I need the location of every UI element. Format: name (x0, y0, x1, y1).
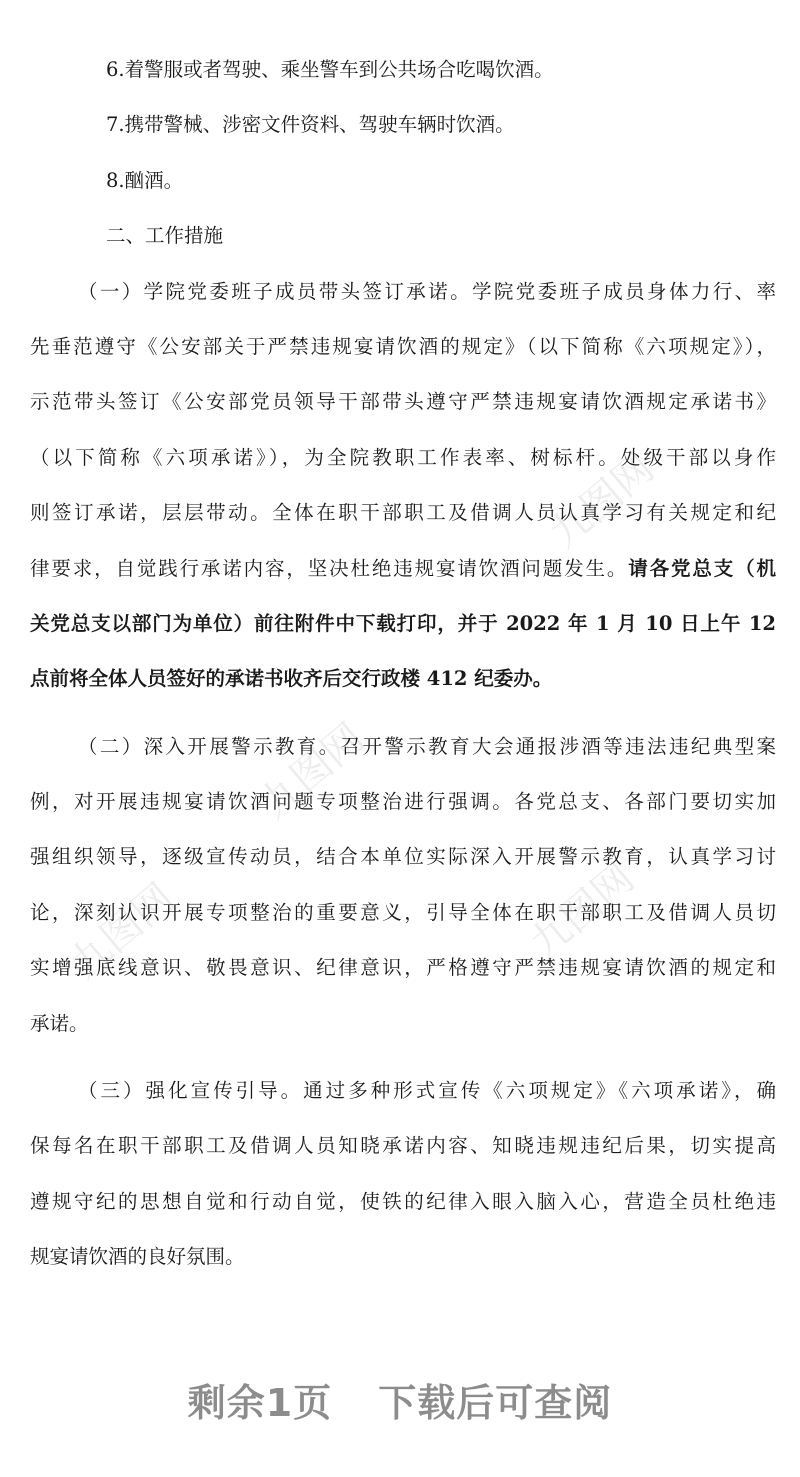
paragraph-line: （以下简称《六项承诺》），为全院教职工作表率、树标杆。处级干部以身作 (30, 445, 776, 469)
paragraph-line: 则签订承诺，层层带动。全体在职干部职工及借调人员认真学习有关规定和纪 (30, 501, 776, 525)
paragraph-line: 遵规守纪的思想自觉和行动自觉，使铁的纪律入眼入脑入心，营造全员杜绝违 (30, 1189, 776, 1213)
watermark: 九图网 (61, 874, 183, 988)
paragraph-line: 例，对开展违规宴请饮酒问题专项整治进行强调。各党总支、各部门要切实加 (30, 790, 776, 814)
paragraph-line: 规宴请饮酒的良好氛围。 (30, 1245, 245, 1269)
paragraph-line: 承诺。 (30, 1011, 89, 1035)
download-hint-text: 下载后可查阅 (378, 1381, 613, 1425)
paragraph-line (30, 541, 776, 596)
watermark: 九图网 (251, 714, 373, 828)
paragraph-line: 实增强底线意识、敬畏意识、纪律意识，严格遵守严禁违规宴请饮酒的规定和 (30, 956, 776, 980)
paragraph-line: （一）学院党委班子成员带头签订承诺。学院党委班子成员身体力行、率 (78, 279, 776, 303)
paragraph-line: 保每名在职干部职工及借调人员知晓承诺内容、知晓违规违纪后果，切实提高 (30, 1134, 776, 1158)
section-heading: 二、工作措施 (106, 224, 224, 248)
remaining-pages-text: 剩余1页 (187, 1381, 333, 1425)
measure-1-paragraph (30, 264, 776, 707)
paragraph-text: 律要求，自觉践行承诺内容，坚决杜绝违规宴请饮酒问题发生。 (30, 556, 629, 580)
download-banner[interactable] (0, 1372, 800, 1427)
paragraph-line: （三）强化宣传引导。通过多种形式宣传《六项规定》《六项承诺》，确 (78, 1079, 776, 1103)
list-item-8: 8.酗酒。 (106, 168, 184, 192)
paragraph-bold-line: 点前将全体人员签好的承诺书收齐后交行政楼 412 纪委办。 (30, 667, 553, 691)
list-item-6: 6.着警服或者驾驶、乘坐警车到公共场合吃喝饮酒。 (106, 58, 554, 81)
paragraph-line: 论，深刻认识开展专项整治的重要意义，引导全体在职干部职工及借调人员切 (30, 900, 776, 924)
document-body (30, 42, 776, 1285)
paragraph-line: 示范带头签订《公安部党员领导干部带头遵守严禁违规宴请饮酒规定承诺书》 (30, 390, 776, 414)
paragraph-line: 强组织领导，逐级宣传动员，结合本单位实际深入开展警示教育，认真学习讨 (30, 845, 776, 869)
paragraph-bold-text: 请各党总支（机 (628, 556, 776, 580)
watermark: 九图网 (541, 444, 663, 558)
measure-2-paragraph (30, 719, 776, 1051)
measure-3-paragraph (30, 1063, 776, 1285)
paragraph-line: （二）深入开展警示教育。召开警示教育大会通报涉酒等违法违纪典型案 (78, 734, 776, 758)
paragraph-bold-line: 关党总支以部门为单位）前往附件中下载打印，并于 2022 年 1 月 10 日上午 12 (30, 611, 776, 635)
watermark: 九图网 (521, 854, 643, 968)
list-item-7: 7.携带警械、涉密文件资料、驾驶车辆时饮酒。 (106, 113, 515, 137)
paragraph-line: 先垂范遵守《公安部关于严禁违规宴请饮酒的规定》（以下简称《六项规定》）， (30, 334, 776, 358)
